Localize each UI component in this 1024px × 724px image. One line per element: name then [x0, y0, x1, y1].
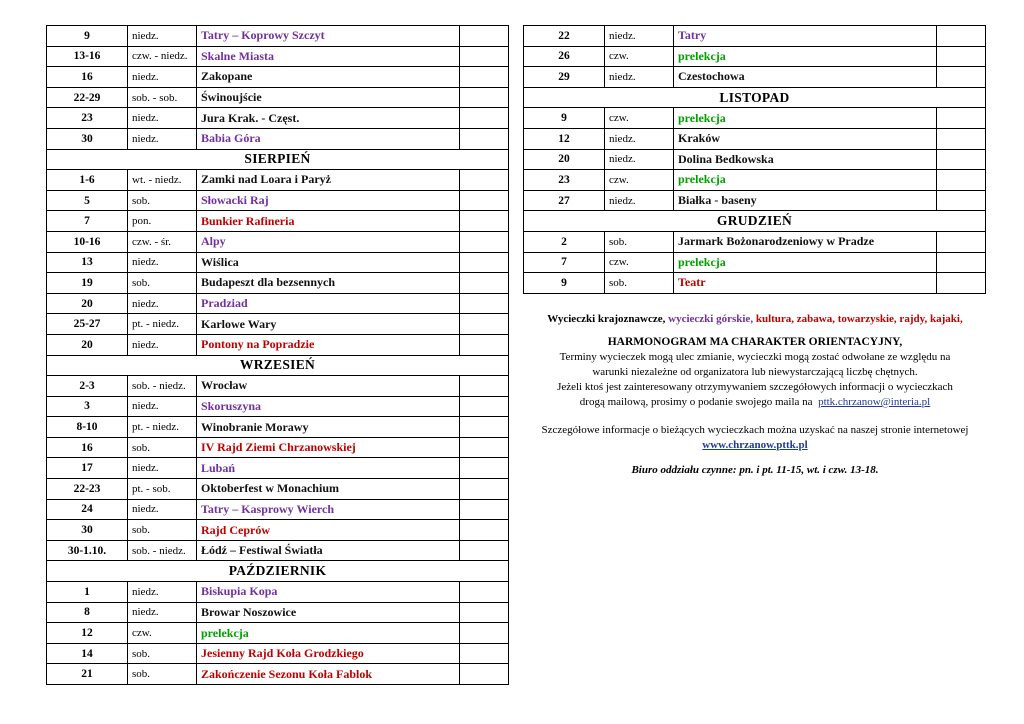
- trip-date: 12: [47, 623, 128, 644]
- schedule-row: [524, 26, 986, 47]
- schedule-table-left: [46, 25, 509, 685]
- schedule-row: [47, 46, 509, 67]
- trip-weekday: niedz.: [128, 334, 197, 355]
- trip-date: 20: [524, 149, 605, 170]
- trip-date: 9: [524, 273, 605, 294]
- empty-cell: [937, 128, 986, 149]
- trip-date: 5: [47, 190, 128, 211]
- empty-cell: [460, 108, 509, 129]
- trip-date: 23: [47, 108, 128, 129]
- schedule-row: [47, 293, 509, 314]
- schedule-row: [47, 602, 509, 623]
- schedule-row: [47, 87, 509, 108]
- schedule-row: [47, 128, 509, 149]
- month-header: WRZESIEŃ: [47, 355, 509, 376]
- empty-cell: [460, 67, 509, 88]
- trip-weekday: sob.: [128, 437, 197, 458]
- notice-line-2: warunki niezależne od organizatora lub niewystarczającą liczbę chętnych.: [592, 366, 918, 378]
- schedule-row: [47, 396, 509, 417]
- trip-date: 8-10: [47, 417, 128, 438]
- trip-weekday: niedz.: [128, 108, 197, 129]
- trip-name: prelekcja: [674, 170, 937, 191]
- empty-cell: [460, 458, 509, 479]
- empty-cell: [937, 190, 986, 211]
- trip-name: Skoruszyna: [197, 396, 460, 417]
- trip-weekday: pt. - niedz.: [128, 417, 197, 438]
- trip-date: 25-27: [47, 314, 128, 335]
- trip-categories: [510, 312, 1000, 327]
- empty-cell: [460, 520, 509, 541]
- trip-weekday: czw.: [605, 170, 674, 191]
- month-header-row: [524, 211, 986, 232]
- schedule-row: [524, 190, 986, 211]
- trip-weekday: pon.: [128, 211, 197, 232]
- month-header: SIERPIEŃ: [47, 149, 509, 170]
- trip-name: Czestochowa: [674, 67, 937, 88]
- notice-line-3: Jeżeli ktoś jest zainteresowany otrzymywaniem szczegółowych informacji o wycieczkach: [557, 381, 953, 393]
- trip-name: Browar Noszowice: [197, 602, 460, 623]
- trip-date: 22-23: [47, 479, 128, 500]
- trip-name: Biskupia Kopa: [197, 582, 460, 603]
- empty-cell: [937, 273, 986, 294]
- trip-name: prelekcja: [674, 46, 937, 67]
- empty-cell: [460, 87, 509, 108]
- schedule-row: [47, 231, 509, 252]
- schedule-row: [47, 273, 509, 294]
- trip-date: 3: [47, 396, 128, 417]
- schedule-row: [47, 211, 509, 232]
- schedule-row: [524, 273, 986, 294]
- trip-weekday: sob.: [128, 273, 197, 294]
- trip-weekday: niedz.: [128, 602, 197, 623]
- trip-date: 30-1.10.: [47, 540, 128, 561]
- month-header-row: [47, 355, 509, 376]
- trip-name: Słowacki Raj: [197, 190, 460, 211]
- schedule-row: [47, 334, 509, 355]
- schedule-row: [47, 252, 509, 273]
- trip-weekday: sob. - niedz.: [128, 376, 197, 397]
- schedule-row: [47, 437, 509, 458]
- trip-name: Zakopane: [197, 67, 460, 88]
- trip-date: 16: [47, 437, 128, 458]
- trip-name: Tatry – Kasprowy Wierch: [197, 499, 460, 520]
- schedule-row: [524, 170, 986, 191]
- notice-line-1: Terminy wycieczek mogą ulec zmianie, wycieczki mogą zostać odwołane ze względu na: [559, 351, 951, 363]
- trip-name: Lubań: [197, 458, 460, 479]
- trip-weekday: czw.: [605, 252, 674, 273]
- schedule-row: [524, 46, 986, 67]
- empty-cell: [460, 334, 509, 355]
- trip-name: Pradziad: [197, 293, 460, 314]
- trip-name: Tatry – Koprowy Szczyt: [197, 26, 460, 47]
- schedule-row: [47, 417, 509, 438]
- trip-weekday: czw. - niedz.: [128, 46, 197, 67]
- empty-cell: [937, 170, 986, 191]
- trip-name: Białka - baseny: [674, 190, 937, 211]
- trip-weekday: niedz.: [128, 128, 197, 149]
- trip-name: Bunkier Rafineria: [197, 211, 460, 232]
- trip-date: 12: [524, 128, 605, 149]
- trip-name: Budapeszt dla bezsennych: [197, 273, 460, 294]
- office-hours: Biuro oddziału czynne: pn. i pt. 11-15, wt. i czw. 13-18.: [631, 464, 879, 476]
- trip-date: 24: [47, 499, 128, 520]
- trip-weekday: czw.: [605, 108, 674, 129]
- trip-date: 7: [47, 211, 128, 232]
- trip-weekday: sob.: [128, 664, 197, 685]
- trip-date: 13-16: [47, 46, 128, 67]
- empty-cell: [460, 211, 509, 232]
- empty-cell: [937, 252, 986, 273]
- trip-date: 13: [47, 252, 128, 273]
- trip-name: Pontony na Popradzie: [197, 334, 460, 355]
- right-schedule-column: [523, 25, 986, 294]
- month-header-row: [47, 561, 509, 582]
- category-gorskie: wycieczki górskie,: [668, 313, 754, 325]
- trip-date: 30: [47, 520, 128, 541]
- empty-cell: [460, 540, 509, 561]
- trip-weekday: wt. - niedz.: [128, 170, 197, 191]
- notice-title: HARMONOGRAM MA CHARAKTER ORIENTACYJNY,: [607, 336, 903, 348]
- trip-date: 2-3: [47, 376, 128, 397]
- trip-date: 22-29: [47, 87, 128, 108]
- schedule-row: [47, 314, 509, 335]
- trip-name: Kraków: [674, 128, 937, 149]
- month-header: LISTOPAD: [524, 87, 986, 108]
- trip-date: 1: [47, 582, 128, 603]
- empty-cell: [460, 582, 509, 603]
- trip-date: 22: [524, 26, 605, 47]
- schedule-row: [47, 479, 509, 500]
- trip-weekday: sob.: [128, 190, 197, 211]
- trip-weekday: sob.: [128, 520, 197, 541]
- schedule-row: [47, 458, 509, 479]
- schedule-row: [524, 231, 986, 252]
- trip-weekday: sob.: [605, 231, 674, 252]
- schedule-row: [524, 252, 986, 273]
- trip-date: 9: [524, 108, 605, 129]
- details-line: Szczegółowe informacje o bieżących wycieczkach można uzyskać na naszej stronie internetowej: [541, 424, 969, 436]
- empty-cell: [460, 231, 509, 252]
- trip-name: Oktoberfest w Monachium: [197, 479, 460, 500]
- trip-weekday: niedz.: [605, 67, 674, 88]
- trip-name: Jesienny Rajd Koła Grodzkiego: [197, 643, 460, 664]
- trip-date: 7: [524, 252, 605, 273]
- empty-cell: [460, 479, 509, 500]
- trip-date: 23: [524, 170, 605, 191]
- empty-cell: [460, 499, 509, 520]
- trip-weekday: niedz.: [128, 293, 197, 314]
- trip-date: 26: [524, 46, 605, 67]
- trip-date: 30: [47, 128, 128, 149]
- trip-name: Jarmark Bożonarodzeniowy w Pradze: [674, 231, 937, 252]
- trip-weekday: niedz.: [128, 458, 197, 479]
- empty-cell: [937, 46, 986, 67]
- trip-name: Teatr: [674, 273, 937, 294]
- trip-name: Świnoujście: [197, 87, 460, 108]
- trip-date: 16: [47, 67, 128, 88]
- schedule-row: [47, 582, 509, 603]
- empty-cell: [460, 190, 509, 211]
- empty-cell: [460, 376, 509, 397]
- trip-weekday: czw.: [605, 46, 674, 67]
- schedule-row: [47, 499, 509, 520]
- schedule-row: [47, 67, 509, 88]
- trip-name: Rajd Ceprów: [197, 520, 460, 541]
- trip-weekday: niedz.: [605, 26, 674, 47]
- trip-weekday: niedz.: [128, 396, 197, 417]
- empty-cell: [460, 623, 509, 644]
- trip-date: 29: [524, 67, 605, 88]
- trip-name: Zakończenie Sezonu Koła Fablok: [197, 664, 460, 685]
- trip-weekday: niedz.: [128, 499, 197, 520]
- empty-cell: [460, 602, 509, 623]
- trip-date: 10-16: [47, 231, 128, 252]
- empty-cell: [937, 67, 986, 88]
- empty-cell: [460, 252, 509, 273]
- trip-name: Jura Krak. - Częst.: [197, 108, 460, 129]
- trip-name: Tatry: [674, 26, 937, 47]
- schedule-row: [47, 664, 509, 685]
- trip-date: 27: [524, 190, 605, 211]
- schedule-row: [47, 643, 509, 664]
- trip-name: Karlowe Wary: [197, 314, 460, 335]
- schedule-row: [524, 108, 986, 129]
- trip-weekday: niedz.: [128, 26, 197, 47]
- trip-name: IV Rajd Ziemi Chrzanowskiej: [197, 437, 460, 458]
- trip-weekday: czw. - śr.: [128, 231, 197, 252]
- empty-cell: [937, 26, 986, 47]
- empty-cell: [460, 170, 509, 191]
- email-prompt: drogą mailową, prosimy o podanie swojego maila na: [579, 396, 813, 408]
- empty-cell: [460, 314, 509, 335]
- trip-weekday: czw.: [128, 623, 197, 644]
- trip-date: 19: [47, 273, 128, 294]
- trip-name: Dolina Bedkowska: [674, 149, 937, 170]
- trip-date: 8: [47, 602, 128, 623]
- trip-weekday: sob.: [128, 643, 197, 664]
- trip-name: Alpy: [197, 231, 460, 252]
- trip-weekday: sob.: [605, 273, 674, 294]
- empty-cell: [460, 128, 509, 149]
- trip-date: 20: [47, 334, 128, 355]
- month-header: GRUDZIEŃ: [524, 211, 986, 232]
- trip-date: 21: [47, 664, 128, 685]
- empty-cell: [460, 643, 509, 664]
- trip-weekday: sob. - sob.: [128, 87, 197, 108]
- trip-name: Łódź – Festiwal Światła: [197, 540, 460, 561]
- info-block: [510, 312, 1000, 478]
- schedule-row: [524, 149, 986, 170]
- trip-weekday: niedz.: [605, 190, 674, 211]
- trip-name: Winobranie Morawy: [197, 417, 460, 438]
- trip-weekday: niedz.: [128, 252, 197, 273]
- schedule-row: [47, 170, 509, 191]
- notice-line-4: [510, 395, 1000, 410]
- trip-weekday: niedz.: [128, 582, 197, 603]
- empty-cell: [460, 396, 509, 417]
- empty-cell: [937, 108, 986, 129]
- schedule-row: [47, 376, 509, 397]
- trip-weekday: sob. - niedz.: [128, 540, 197, 561]
- schedule-row: [524, 128, 986, 149]
- empty-cell: [460, 293, 509, 314]
- schedule-row: [47, 540, 509, 561]
- trip-name: prelekcja: [197, 623, 460, 644]
- trip-name: prelekcja: [674, 252, 937, 273]
- schedule-row: [47, 623, 509, 644]
- trip-name: prelekcja: [674, 108, 937, 129]
- trip-date: 17: [47, 458, 128, 479]
- empty-cell: [460, 437, 509, 458]
- schedule-row: [47, 26, 509, 47]
- empty-cell: [460, 417, 509, 438]
- trip-date: 14: [47, 643, 128, 664]
- empty-cell: [460, 26, 509, 47]
- category-krajoznawcze: Wycieczki krajoznawcze,: [547, 313, 666, 325]
- month-header-row: [47, 149, 509, 170]
- trip-name: Zamki nad Loara i Paryż: [197, 170, 460, 191]
- trip-date: 1-6: [47, 170, 128, 191]
- trip-date: 9: [47, 26, 128, 47]
- trip-weekday: niedz.: [605, 128, 674, 149]
- website-link[interactable]: www.chrzanow.pttk.pl: [702, 439, 808, 451]
- trip-weekday: pt. - niedz.: [128, 314, 197, 335]
- empty-cell: [460, 664, 509, 685]
- trip-name: Wiślica: [197, 252, 460, 273]
- schedule-table-right: [523, 25, 986, 294]
- trip-date: 20: [47, 293, 128, 314]
- schedule-row: [47, 190, 509, 211]
- month-header: PAŹDZIERNIK: [47, 561, 509, 582]
- schedule-row: [47, 520, 509, 541]
- category-other: kultura, zabawa, towarzyskie, rajdy, kajaki,: [755, 313, 963, 325]
- trip-name: Wrocław: [197, 376, 460, 397]
- empty-cell: [937, 231, 986, 252]
- trip-name: Babia Góra: [197, 128, 460, 149]
- schedule-row: [524, 67, 986, 88]
- schedule-row: [47, 108, 509, 129]
- left-schedule-column: [46, 25, 509, 685]
- empty-cell: [937, 149, 986, 170]
- trip-weekday: niedz.: [128, 67, 197, 88]
- empty-cell: [460, 273, 509, 294]
- email-link[interactable]: pttk.chrzanow@interia.pl: [818, 396, 931, 408]
- trip-weekday: niedz.: [605, 149, 674, 170]
- month-header-row: [524, 87, 986, 108]
- trip-weekday: pt. - sob.: [128, 479, 197, 500]
- trip-date: 2: [524, 231, 605, 252]
- trip-name: Skalne Miasta: [197, 46, 460, 67]
- empty-cell: [460, 46, 509, 67]
